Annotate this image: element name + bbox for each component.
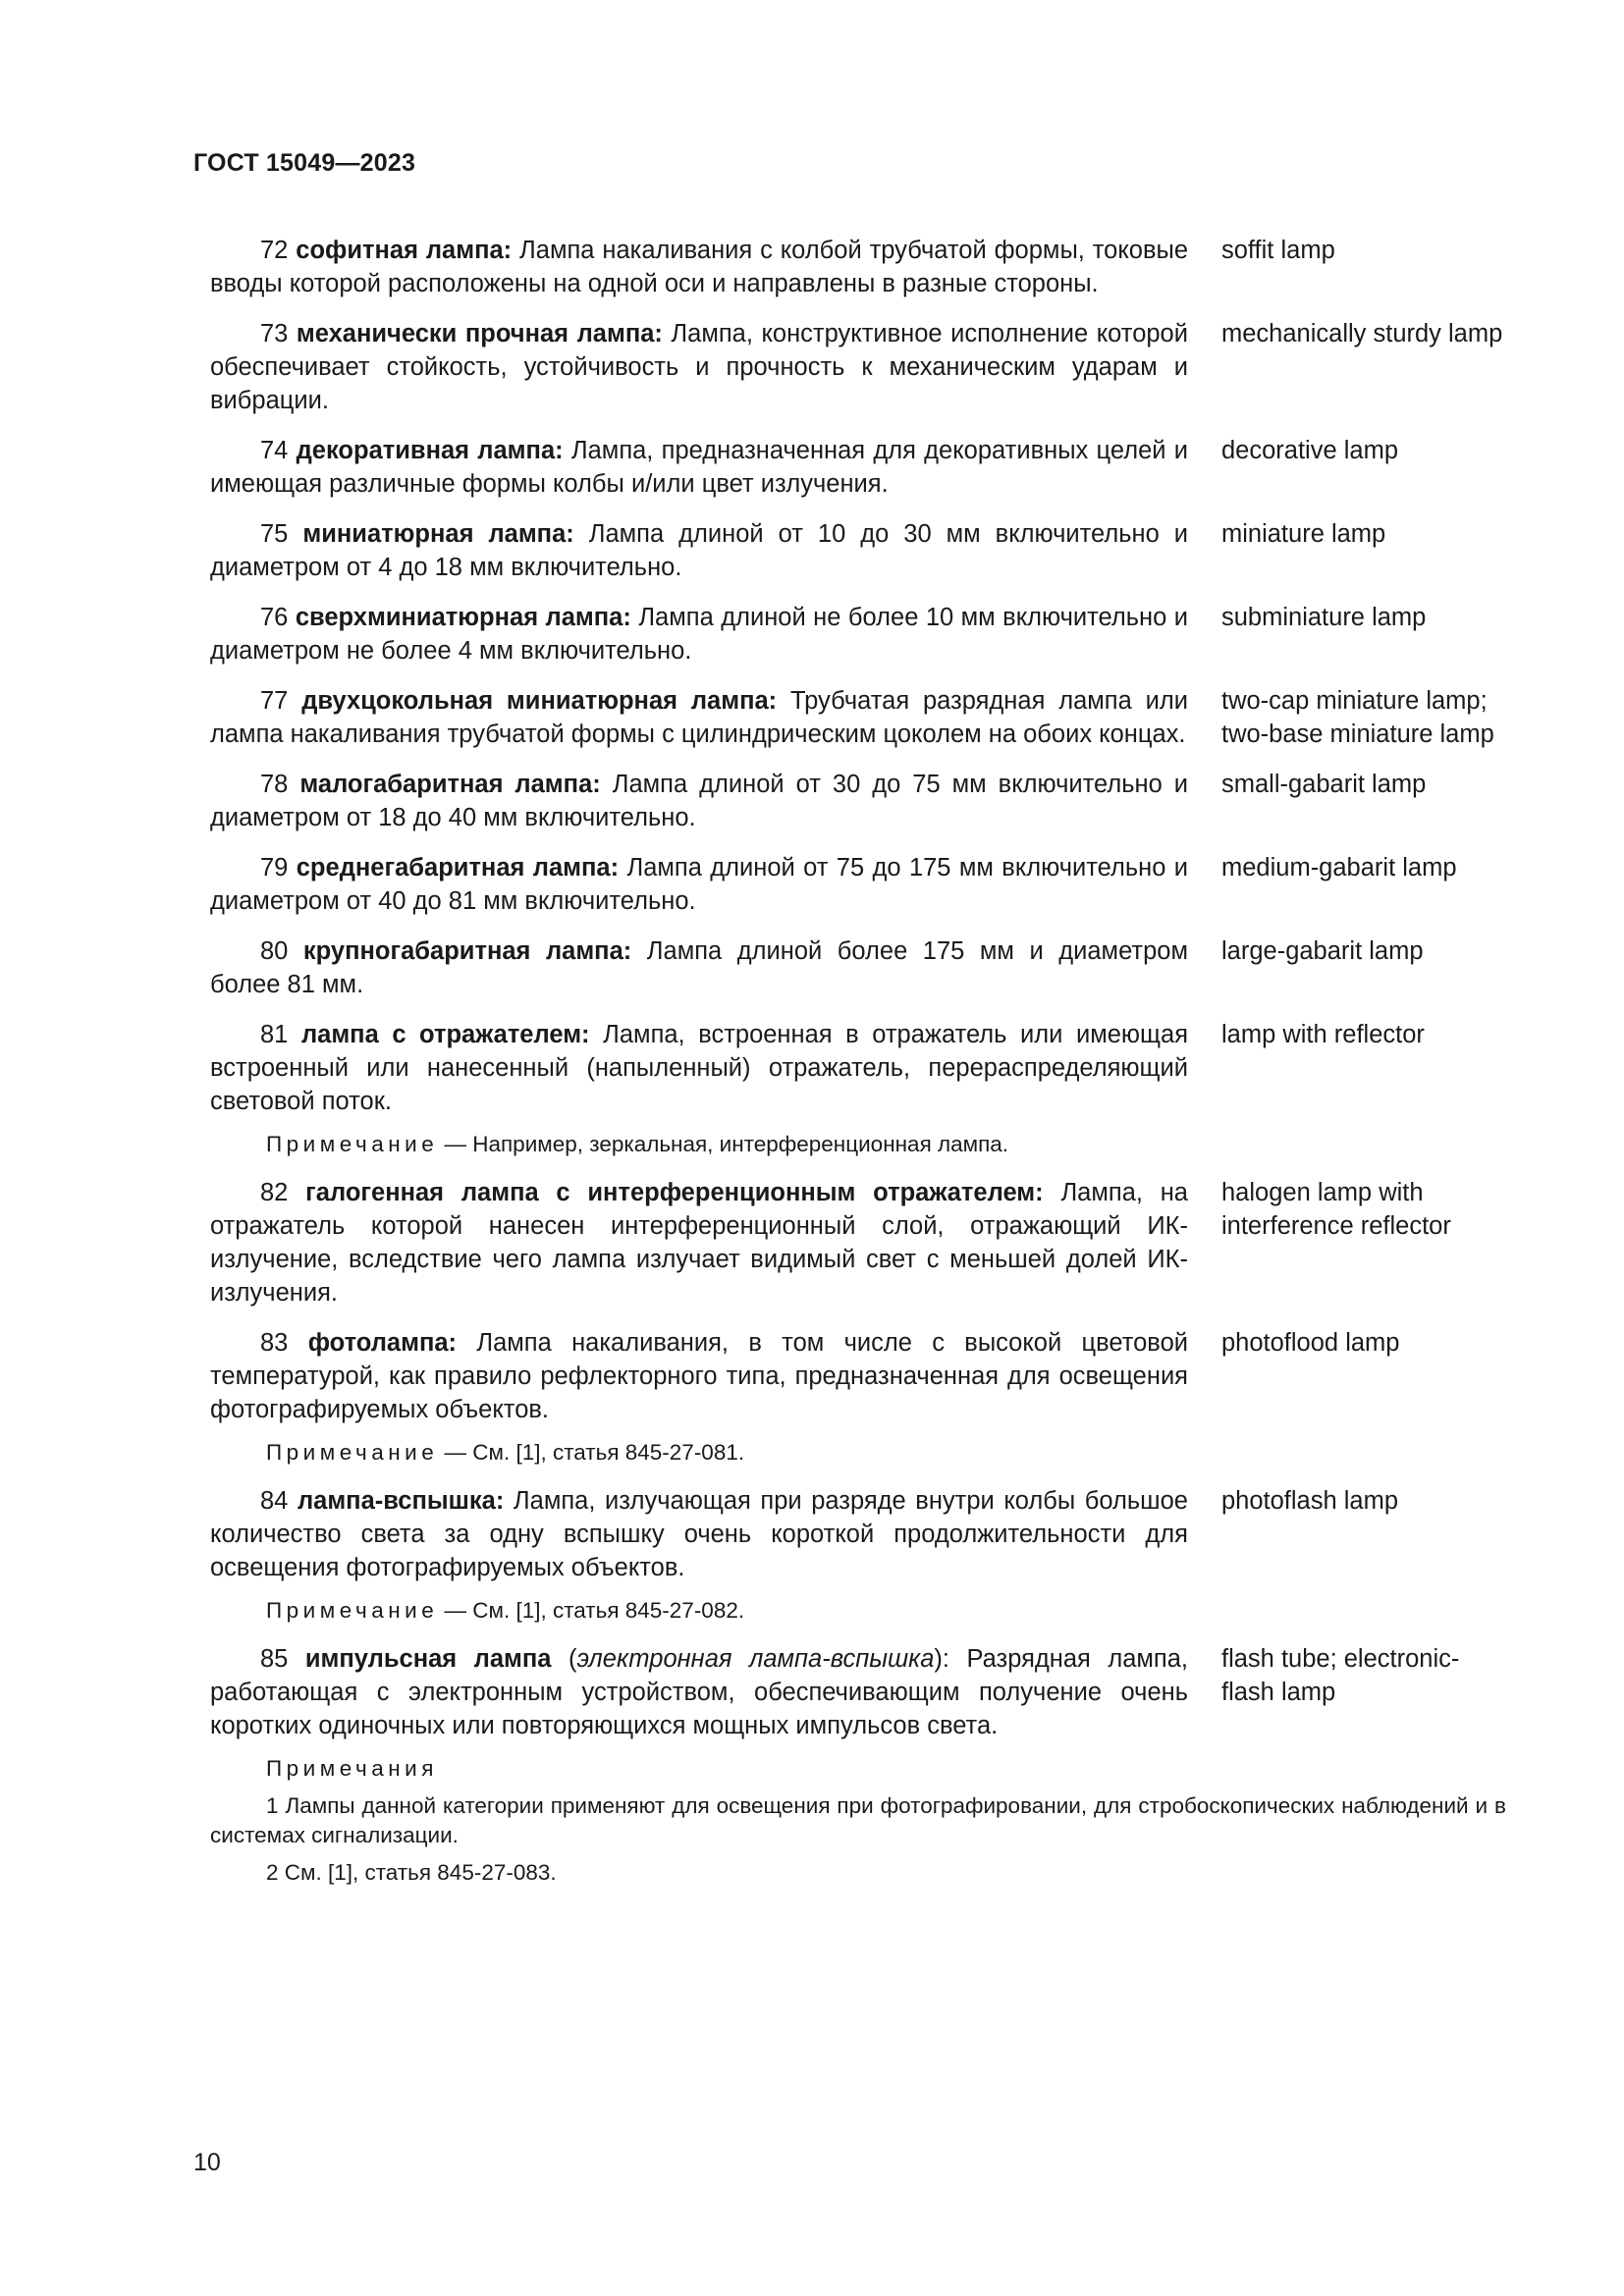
term-entry-85: [210, 1642, 1506, 1742]
page-number: 10: [193, 2149, 221, 2176]
term-definition-text: Лампа, на отражатель которой нанесен интерференционный слой, отражающий ИК-излучение, вследствие чего лампа излучает видимый свет с меньшей долей ИК-излучения.: [210, 1179, 1188, 1307]
term-entry-78: [210, 768, 1506, 834]
term-entry-84: [210, 1484, 1506, 1584]
term-name: галогенная лампа с интерференционным отражателем:: [305, 1179, 1044, 1206]
term-definition-text: Лампа длиной не более 10 мм включительно и диаметром не более 4 мм включительно.: [210, 604, 1188, 665]
notes-heading: [210, 1754, 1506, 1784]
term-english: large-gabarit lamp: [1221, 937, 1424, 965]
note-85-1: 1 Лампы данной категории применяют для освещения при фотографировании, для стробоскопических наблюдений и в системах сигнализации.: [210, 1793, 1506, 1847]
term-entry-81: [210, 1018, 1506, 1118]
term-english: photoflood lamp: [1221, 1329, 1400, 1357]
note-83: [210, 1438, 1506, 1468]
term-entry-80: [210, 934, 1506, 1001]
term-definition: [210, 934, 1188, 1001]
term-definition: [210, 1326, 1188, 1426]
term-english: small-gabarit lamp: [1221, 771, 1427, 798]
term-english: photoflash lamp: [1221, 1487, 1399, 1515]
term-english: soffit lamp: [1221, 237, 1335, 264]
term-definition-text: Лампа, предназначенная для декоративных целей и имеющая различные формы колбы и/или цвет излучения.: [210, 437, 1188, 498]
term-definition: [210, 434, 1188, 501]
term-number: 80: [260, 937, 289, 965]
term-number: 83: [260, 1329, 289, 1357]
term-entry-83: [210, 1326, 1506, 1426]
term-definition-text: Лампа, конструктивное исполнение которой обеспечивает стойкость, устойчивость и прочность к механическим ударам и вибрации.: [210, 320, 1188, 414]
term-entry-73: [210, 317, 1506, 417]
term-number: 84: [260, 1487, 289, 1515]
term-definition-text: Лампа длиной более 175 мм и диаметром более 81 мм.: [210, 937, 1188, 998]
term-entry-76: [210, 601, 1506, 667]
term-english: halogen lamp with interference reflector: [1221, 1179, 1451, 1240]
term-entry-79: [210, 851, 1506, 918]
note-text: — См. [1], статья 845-27-082.: [438, 1598, 745, 1623]
term-name: импульсная лампа: [304, 1645, 552, 1673]
term-definition-text: Лампа длиной от 10 до 30 мм включительно и диаметром от 4 до 18 мм включительно.: [210, 520, 1188, 581]
term-english: medium-gabarit lamp: [1221, 854, 1457, 881]
terms-section: [210, 234, 1506, 1888]
term-name: лампа-вспышка:: [297, 1487, 505, 1515]
term-name: сверхминиатюрная лампа:: [295, 604, 631, 631]
term-definition: [210, 684, 1188, 751]
term-definition-text: Лампа, встроенная в отражатель или имеющая встроенный или нанесенный (напыленный) отражатель, перераспределяющий световой поток.: [210, 1021, 1188, 1115]
term-number: 79: [260, 854, 289, 881]
term-entry-82: [210, 1176, 1506, 1309]
term-name: механически прочная лампа:: [296, 320, 663, 347]
term-name: малогабаритная лампа:: [299, 771, 601, 798]
term-name: фотолампа:: [307, 1329, 458, 1357]
term-number: 82: [260, 1179, 289, 1206]
term-definition: [210, 1018, 1188, 1118]
term-number: 77: [260, 687, 289, 715]
note-label: Примечание: [266, 1440, 439, 1465]
term-definition-text: Лампа, излучающая при разряде внутри колбы большое количество света за одну вспышку очень короткой продолжительности для освещения фотографируемых объектов.: [210, 1487, 1188, 1581]
term-number: 74: [260, 437, 289, 464]
term-entry-72: [210, 234, 1506, 300]
term-number: 85: [260, 1645, 289, 1673]
term-name: лампа с отражателем:: [300, 1021, 590, 1048]
term-english: lamp with reflector: [1221, 1021, 1425, 1048]
term-definition: [210, 1176, 1188, 1309]
term-number: 76: [260, 604, 289, 631]
note-81: [210, 1130, 1506, 1159]
term-number: 75: [260, 520, 289, 548]
term-synonym: электронная лампа-вспышка: [576, 1645, 935, 1673]
term-definition-text: Лампа накаливания, в том числе с высокой цветовой температурой, как правило рефлекторного типа, предназначенная для освещения фотографируемых объектов.: [210, 1329, 1188, 1423]
term-english: mechanically sturdy lamp: [1221, 320, 1503, 347]
term-english: two-cap miniature lamp; two-base miniature lamp: [1221, 687, 1494, 748]
term-definition-text: Лампа длиной от 75 до 175 мм включительно и диаметром от 40 до 81 мм включительно.: [210, 854, 1188, 915]
term-definition-text: Трубчатая разрядная лампа или лампа накаливания трубчатой формы с цилиндрическим цоколем на обоих концах.: [210, 687, 1188, 748]
term-definition: [210, 1484, 1188, 1584]
synonym-close: ):: [934, 1645, 949, 1673]
term-name: среднегабаритная лампа:: [296, 854, 620, 881]
term-number: 73: [260, 320, 289, 347]
term-definition: [210, 851, 1188, 918]
term-english: subminiature lamp: [1221, 604, 1427, 631]
synonym-open: (: [551, 1645, 577, 1673]
term-definition-text: Лампа длиной от 30 до 75 мм включительно и диаметром от 18 до 40 мм включительно.: [210, 771, 1188, 831]
term-name: крупногабаритная лампа:: [302, 937, 632, 965]
term-entry-75: [210, 517, 1506, 584]
notes-plural-label: Примечания: [266, 1756, 438, 1781]
note-85-2: 2 См. [1], статья 845-27-083.: [266, 1860, 557, 1885]
note-label: Примечание: [266, 1598, 439, 1623]
term-english: miniature lamp: [1221, 520, 1386, 548]
term-definition: [210, 317, 1188, 417]
term-definition: [210, 517, 1188, 584]
term-number: 81: [260, 1021, 289, 1048]
note-label: Примечание: [266, 1132, 439, 1156]
term-definition-text: Лампа накаливания с колбой трубчатой формы, токовые вводы которой расположены на одной оси и направлены в разные стороны.: [210, 237, 1188, 297]
note-84: [210, 1596, 1506, 1626]
note-text: — См. [1], статья 845-27-081.: [438, 1440, 745, 1465]
term-definition-text: Разрядная лампа, работающая с электронным устройством, обеспечивающим получение очень коротких одиночных или повторяющихся мощных импульсов света.: [210, 1645, 1188, 1739]
term-english: flash tube; electronic-flash lamp: [1221, 1645, 1460, 1706]
term-name: декоративная лампа:: [296, 437, 564, 464]
term-definition: [210, 768, 1188, 834]
term-definition: [210, 601, 1188, 667]
term-name: миниатюрная лампа:: [302, 520, 574, 548]
term-name: двухцокольная миниатюрная лампа:: [301, 687, 778, 715]
note-text: — Например, зеркальная, интерференционная лампа.: [438, 1132, 1009, 1156]
term-name: софитная лампа:: [296, 237, 513, 264]
term-english: decorative lamp: [1221, 437, 1399, 464]
term-definition: [210, 1642, 1188, 1742]
term-entry-77: [210, 684, 1506, 751]
term-entry-74: [210, 434, 1506, 501]
document-header: ГОСТ 15049—2023: [193, 149, 416, 177]
term-number: 72: [260, 237, 289, 264]
term-definition: [210, 234, 1188, 300]
term-number: 78: [260, 771, 289, 798]
